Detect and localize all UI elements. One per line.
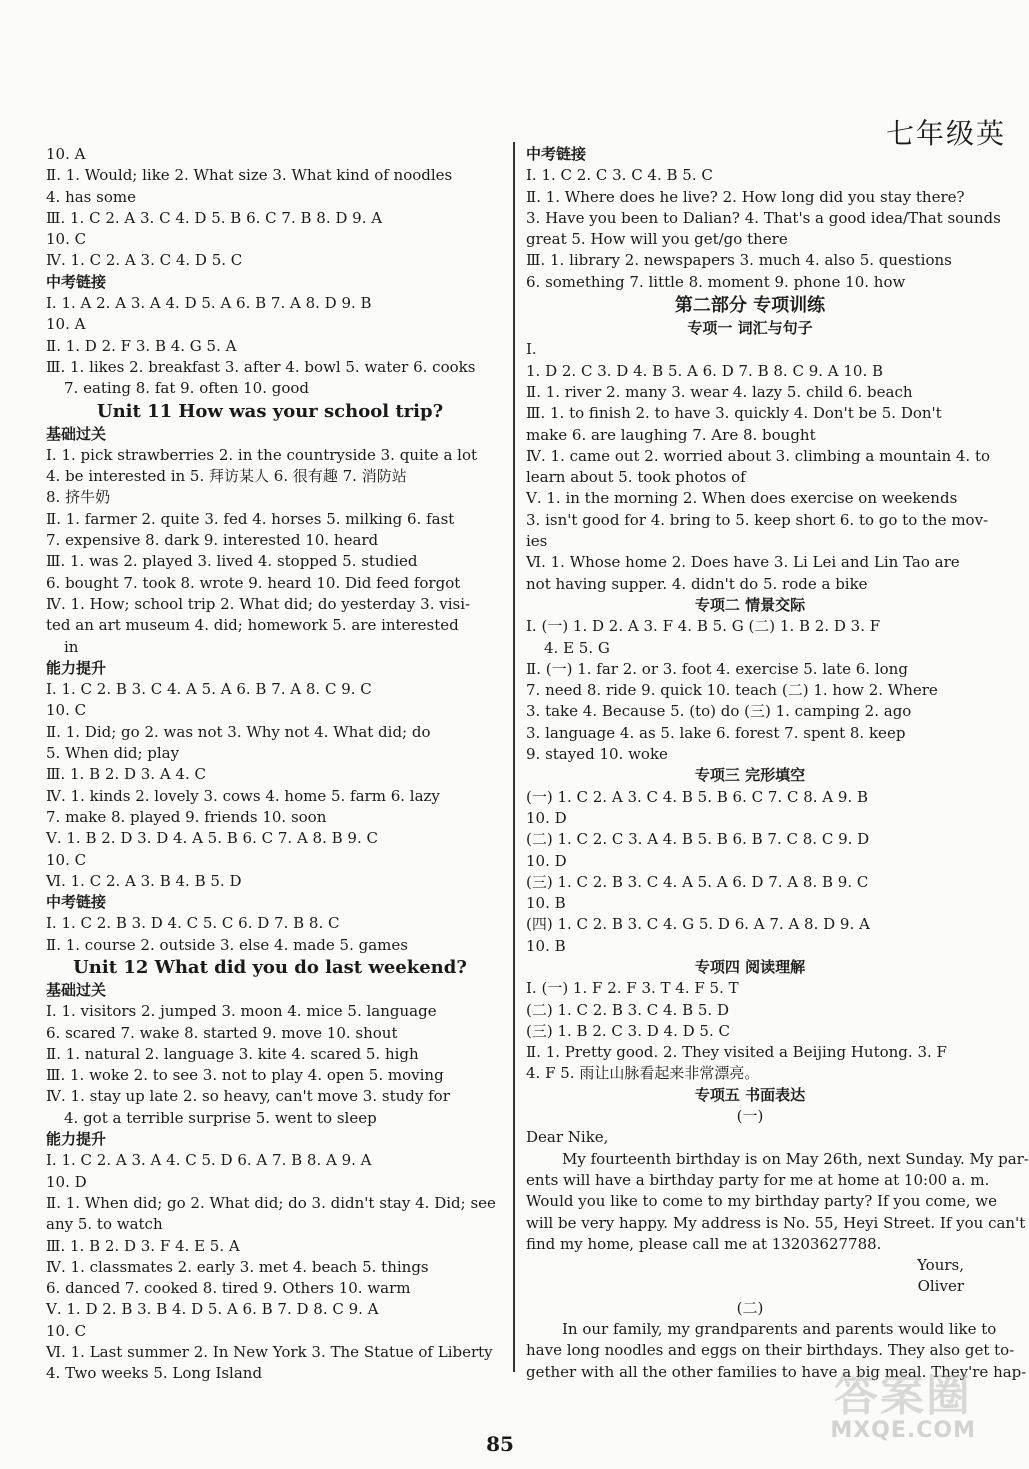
book-title: 七年级英	[885, 117, 1006, 150]
answer-line: Ⅱ. 1. river 2. many 3. wear 4. lazy 5. child 6. beach	[526, 382, 913, 401]
answer-line: in	[64, 637, 79, 656]
answer-line: 10. A	[46, 145, 86, 163]
answer-line: Ⅱ. 1. natural 2. language 3. kite 4. scared 5. high	[46, 1044, 419, 1063]
answer-line: Ⅱ. 1. Did; go 2. was not 3. Why not 4. What did; do	[46, 722, 431, 741]
unit-heading: Unit 12 What did you do last weekend?	[73, 956, 467, 978]
answer-line: Ⅰ. 1. A 2. A 3. A 4. D 5. A 6. B 7. A 8. D 9. B	[46, 294, 372, 313]
answer-line: 7. eating 8. fat 9. often 10. good	[64, 379, 310, 398]
column-divider	[513, 142, 515, 1372]
answer-line: Ⅱ. 1. D 2. F 3. B 4. G 5. A	[46, 336, 237, 355]
right-column	[526, 144, 1029, 1383]
answer-line: 10. D	[46, 1172, 87, 1191]
section-label: 能力提升	[46, 658, 107, 677]
answer-line: Ⅲ. 1. woke 2. to see 3. not to play 4. open 5. moving	[46, 1066, 444, 1085]
answer-line: 10. C	[46, 701, 87, 720]
answer-line: Ⅳ. 1. How; school trip 2. What did; do yesterday 3. visi-	[46, 594, 471, 613]
answer-line: Ⅰ. 1. C 2. B 3. C 4. A 5. A 6. B 7. A 8. C 9. C	[46, 680, 372, 699]
answer-line: 10. C	[46, 850, 87, 869]
answer-line: 6. something 7. little 8. moment 9. phone 10. how	[526, 272, 906, 291]
essay-line: In our family, my grandparents and parents would like to	[562, 1320, 997, 1339]
answer-line: 9. stayed 10. woke	[526, 745, 668, 764]
section-label: 中考链接	[46, 272, 107, 291]
topic-heading: 专项四 阅读理解	[694, 957, 806, 976]
answer-line: 10. B	[526, 936, 566, 955]
answer-line: Ⅰ. 1. C 2. B 3. D 4. C 5. C 6. D 7. B 8. C	[46, 914, 340, 933]
answer-line: ted an art museum 4. did; homework 5. are interested	[46, 616, 459, 635]
answer-line: 7. expensive 8. dark 9. interested 10. heard	[46, 531, 379, 550]
section-label: 基础过关	[46, 980, 107, 999]
answer-line: Ⅲ. 1. to finish 2. to have 3. quickly 4. Don't be 5. Don't	[526, 404, 942, 423]
answer-line: Ⅵ. 1. C 2. A 3. B 4. B 5. D	[46, 871, 242, 890]
answer-line: 6. bought 7. took 8. wrote 9. heard 10. Did feed forgot	[46, 573, 461, 592]
answer-line: Ⅰ. (一) 1. F 2. F 3. T 4. F 5. T	[526, 979, 739, 998]
answer-line: 6. danced 7. cooked 8. tired 9. Others 10. warm	[46, 1279, 411, 1298]
essay-signature: Oliver	[917, 1277, 964, 1296]
answer-line: Ⅲ. 1. C 2. A 3. C 4. D 5. B 6. C 7. B 8. D 9. A	[46, 208, 383, 227]
answer-line: Ⅲ. 1. B 2. D 3. F 4. E 5. A	[46, 1236, 240, 1255]
page-number: 85	[486, 1432, 514, 1456]
answer-line: make 6. are laughing 7. Are 8. bought	[526, 425, 816, 444]
section-label: 基础过关	[46, 424, 107, 443]
answer-line: gether with all the other families to have a big meal. They're hap-	[526, 1362, 1027, 1381]
answer-line: 3. isn't good for 4. bring to 5. keep short 6. to go to the mov-	[526, 510, 989, 529]
section-label: 中考链接	[46, 893, 107, 912]
answer-line: great 5. How will you get/go there	[526, 230, 788, 249]
site-watermark	[782, 1359, 982, 1449]
answer-line: (三) 1. C 2. B 3. C 4. A 5. A 6. D 7. A 8. B 9. C	[526, 872, 869, 891]
answer-line: 10. C	[46, 1321, 87, 1340]
answer-line: 7. need 8. ride 9. quick 10. teach (二) 1. how 2. Where	[526, 681, 938, 700]
answer-line: 4. got a terrible surprise 5. went to sleep	[64, 1108, 377, 1127]
answer-line: 4. F 5. 雨让山脉看起来非常漂亮。	[526, 1064, 760, 1083]
answer-line: (二) 1. C 2. C 3. A 4. B 5. B 6. B 7. C 8. C 9. D	[526, 830, 870, 849]
answer-line: have long noodles and eggs on their birthdays. They also get to-	[526, 1341, 1015, 1360]
essay-signature: Yours,	[917, 1256, 964, 1275]
topic-heading: 专项二 情景交际	[694, 595, 806, 614]
answer-line: Ⅵ. 1. Whose home 2. Does have 3. Li Lei and Lin Tao are	[526, 553, 960, 572]
essay-line: My fourteenth birthday is on May 26th, next Sunday. My par-	[562, 1149, 1029, 1168]
answer-line: ies	[526, 532, 548, 551]
left-column	[46, 144, 494, 1385]
section-label: 能力提升	[46, 1130, 107, 1149]
answer-line: Ⅴ. 1. in the morning 2. When does exercise on weekends	[526, 489, 958, 508]
essay-number: (一)	[736, 1107, 764, 1126]
answer-line: 4. has some	[46, 187, 136, 206]
answer-line: (三) 1. B 2. C 3. D 4. D 5. C	[526, 1021, 730, 1040]
answer-line: Ⅰ. 1. C 2. C 3. C 4. B 5. C	[526, 166, 713, 185]
answer-line: Ⅵ. 1. Last summer 2. In New York 3. The Statue of Liberty	[46, 1343, 493, 1362]
answer-line: Dear Nike,	[526, 1128, 609, 1147]
answer-line: 8. 挤牛奶	[46, 488, 111, 507]
answer-line: Ⅰ. 1. visitors 2. jumped 3. moon 4. mice 5. language	[46, 1002, 437, 1021]
answer-line: Ⅰ. 1. C 2. A 3. A 4. C 5. D 6. A 7. B 8. A 9. A	[46, 1151, 372, 1170]
answer-line: Ⅴ. 1. D 2. B 3. B 4. D 5. A 6. B 7. D 8. C 9. A	[46, 1300, 379, 1319]
answer-line: (四) 1. C 2. B 3. C 4. G 5. D 6. A 7. A 8. D 9. A	[526, 915, 870, 934]
answer-line: 10. C	[46, 230, 87, 249]
answer-line: will be very happy. My address is No. 55, Heyi Street. If you can't	[526, 1213, 1026, 1232]
answer-line: Ⅳ. 1. stay up late 2. so heavy, can't move 3. study for	[46, 1087, 450, 1106]
answer-line: (二) 1. C 2. B 3. C 4. B 5. D	[526, 1000, 729, 1019]
answer-line: 4. Two weeks 5. Long Island	[46, 1364, 263, 1383]
answer-line: learn about 5. took photos of	[526, 468, 746, 487]
answer-line: 1. D 2. C 3. D 4. B 5. A 6. D 7. B 8. C 9. A 10. B	[526, 361, 884, 380]
answer-line: 3. Have you been to Dalian? 4. That's a good idea/That sounds	[526, 208, 1001, 227]
section-label: 中考链接	[526, 145, 587, 163]
topic-heading: 专项一 词汇与句子	[687, 319, 813, 338]
answer-line: ents will have a birthday party for me at home at 10:00 a. m.	[526, 1170, 990, 1189]
part-heading: 第二部分 专项训练	[674, 295, 826, 317]
answer-line: Ⅳ. 1. kinds 2. lovely 3. cows 4. home 5. farm 6. lazy	[46, 786, 440, 805]
answer-line: Ⅰ. 1. pick strawberries 2. in the countryside 3. quite a lot	[46, 445, 478, 464]
answer-line: 3. language 4. as 5. lake 6. forest 7. spent 8. keep	[526, 723, 906, 742]
answer-line: 10. D	[526, 851, 567, 870]
topic-heading: 专项五 书面表达	[694, 1085, 806, 1104]
answer-line: 10. D	[526, 808, 567, 827]
answer-line: not having supper. 4. didn't do 5. rode a bike	[526, 574, 868, 593]
answer-line: Ⅳ. 1. came out 2. worried about 3. climbing a mountain 4. to	[526, 446, 991, 465]
answer-line: Ⅱ. 1. Would; like 2. What size 3. What kind of noodles	[46, 166, 453, 185]
essay-number: (二)	[736, 1298, 764, 1317]
answer-line: Ⅰ.	[526, 340, 537, 359]
answer-line: Ⅱ. 1. Pretty good. 2. They visited a Beijing Hutong. 3. F	[526, 1043, 947, 1062]
answer-line: 4. be interested in 5. 拜访某人 6. 很有趣 7. 消防站	[46, 467, 407, 486]
answer-line: 3. take 4. Because 5. (to) do (三) 1. camping 2. ago	[526, 702, 912, 721]
answer-line: 6. scared 7. wake 8. started 9. move 10. shout	[46, 1023, 398, 1042]
answer-line: Ⅲ. 1. library 2. newspapers 3. much 4. also 5. questions	[526, 251, 952, 270]
topic-heading: 专项三 完形填空	[694, 766, 806, 785]
answer-line: Ⅳ. 1. C 2. A 3. C 4. D 5. C	[46, 251, 243, 270]
answer-line: Ⅳ. 1. classmates 2. early 3. met 4. beach 5. things	[46, 1257, 429, 1276]
answer-line: 10. B	[526, 894, 566, 913]
answer-line: Ⅱ. 1. Where does he live? 2. How long did you stay there?	[526, 187, 965, 206]
answer-line: Ⅱ. 1. When did; go 2. What did; do 3. didn't stay 4. Did; see	[46, 1193, 496, 1212]
watermark-logo-text: 答案圈	[834, 1370, 972, 1421]
answer-line: 7. make 8. played 9. friends 10. soon	[46, 807, 327, 826]
answer-line: (一) 1. C 2. A 3. C 4. B 5. B 6. C 7. C 8. A 9. B	[526, 787, 868, 806]
answer-line: Ⅱ. (一) 1. far 2. or 3. foot 4. exercise 5. late 6. long	[526, 659, 908, 678]
answer-line: find my home, please call me at 13203627788.	[526, 1234, 882, 1253]
answer-line: Ⅲ. 1. was 2. played 3. lived 4. stopped 5. studied	[46, 552, 418, 571]
answer-line: Ⅱ. 1. course 2. outside 3. else 4. made 5. games	[46, 935, 408, 954]
answer-line: Ⅴ. 1. B 2. D 3. D 4. A 5. B 6. C 7. A 8. B 9. C	[46, 829, 378, 848]
answer-line: 10. A	[46, 315, 86, 334]
answer-line: Ⅱ. 1. farmer 2. quite 3. fed 4. horses 5. milking 6. fast	[46, 509, 455, 528]
watermark-url: MXQE.COM	[830, 1418, 976, 1443]
answer-line: Would you like to come to my birthday party? If you come, we	[526, 1192, 997, 1211]
answer-line: Ⅲ. 1. B 2. D 3. A 4. C	[46, 765, 206, 784]
answer-line: any 5. to watch	[46, 1215, 163, 1234]
answer-line: Ⅰ. (一) 1. D 2. A 3. F 4. B 5. G (二) 1. B 2. D 3. F	[526, 617, 881, 636]
answer-line: 4. E 5. G	[544, 638, 610, 657]
answer-line: Ⅲ. 1. likes 2. breakfast 3. after 4. bowl 5. water 6. cooks	[46, 357, 476, 376]
answer-line: 5. When did; play	[46, 744, 180, 763]
unit-heading: Unit 11 How was your school trip?	[96, 400, 444, 422]
